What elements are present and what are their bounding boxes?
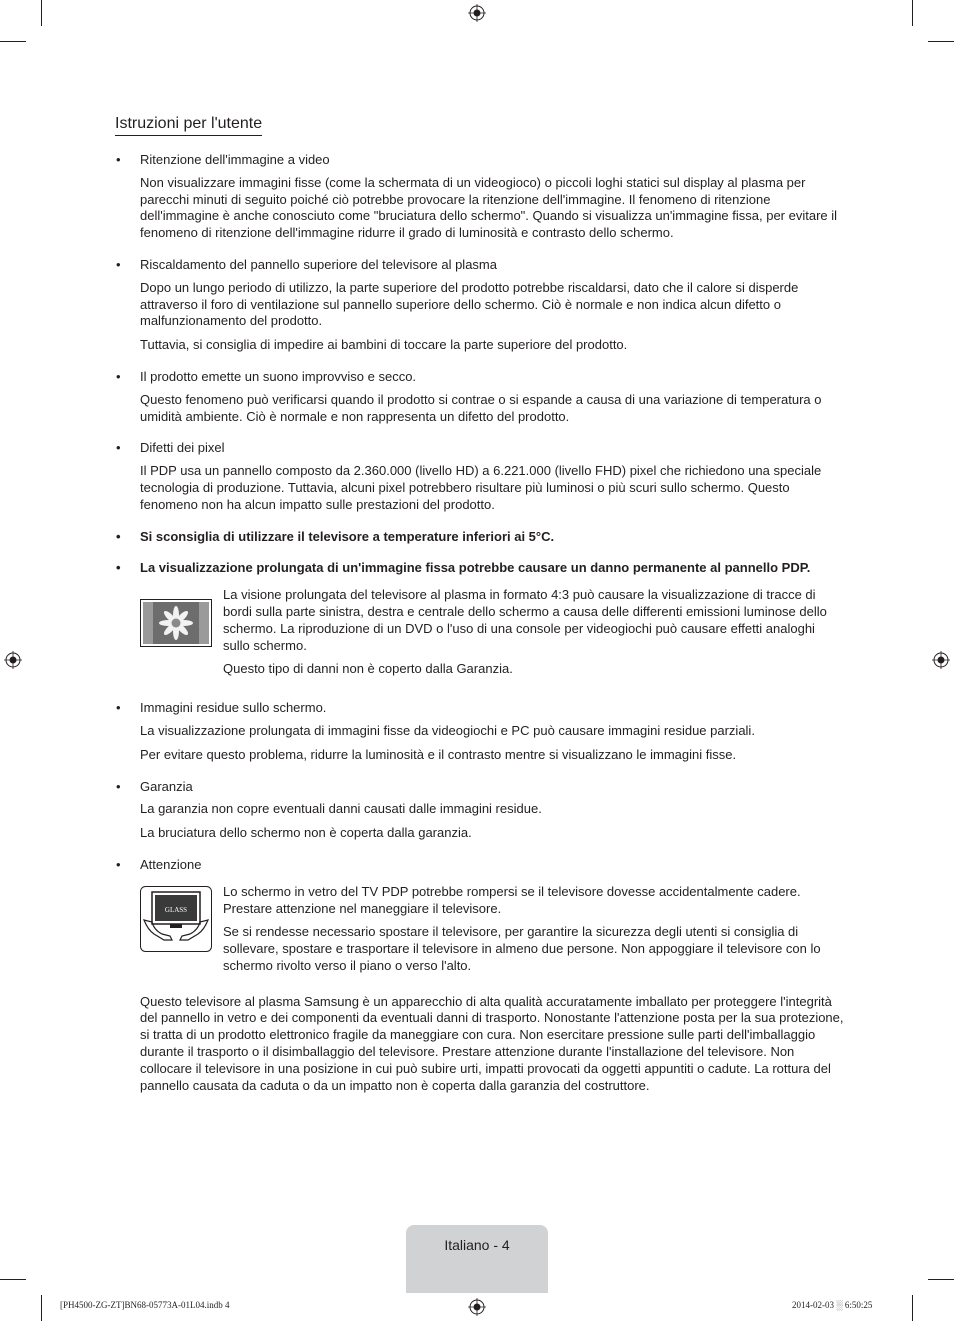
bullet-heading (115, 440, 845, 457)
closing-paragraph: Questo televisore al plasma Samsung è un apparecchio di alta qualità accuratamente imballato per proteggere l'integrità del pannello in vetro e dei componenti da eventuali danni di trasporto. Nonostante l'attenzione posta per la sua protezione, si tratta di un prodotto elettronico fragile da maneggiare con cura. Non esercitare pressione sulle parti dell'imballaggio durante il trasporto o il disimballaggio del televisore. Prestare attenzione durante l'installazione del televisore. Non collocare il televisore in una posizione in cui può subire urti, impatti provocati da oggetti appuntiti o cadute. La rottura del pannello causata da caduta o da un impatto non è coperta dalla garanzia del costruttore. (140, 993, 844, 1093)
bullet-heading (115, 779, 845, 796)
main-content (115, 152, 845, 1109)
section-paragraph: Tuttavia, si consiglia di impedire ai bambini di toccare la parte superiore del prodotto. (140, 337, 628, 353)
crop-mark-bottom-left-h (0, 1279, 26, 1280)
bullet-dot: • (116, 778, 121, 794)
figure-paragraph: La visione prolungata del televisore al plasma in formato 4:3 può causare la visualizzazione di tracce di bordi sulla parte sinistra, destra e centrale dello schermo a causa delle differenti emissioni luminose dello schermo. La riproduzione di un DVD o l'uso di una console per videogiochi può causare effetti analoghi sullo schermo. (223, 587, 827, 653)
figure-paragraph: Se si rendesse necessario spostare il televisore, per garantire la sicurezza degli utenti si consiglia di sollevare, spostare e trasportare il televisore in almeno due persone. Non appoggiare il televisore con lo schermo rivolto verso il piano o verso l'alto. (223, 924, 821, 973)
registration-mark-icon (932, 651, 950, 669)
bold-notice: Si sconsiglia di utilizzare il televisore a temperature inferiori ai 5°C. (140, 528, 555, 544)
bullet-heading (115, 700, 845, 717)
glass-tv-hands-icon (140, 886, 212, 952)
glass-text (223, 884, 845, 982)
figure-paragraph: Lo schermo in vetro del TV PDP potrebbe rompersi se il televisore dovesse accidentalmente cadere. Prestare attenzione nel maneggiare il televisore. (223, 883, 801, 916)
burn-in-text (223, 587, 845, 685)
section-panel-heating (115, 257, 845, 354)
crop-mark-bottom-right-v (912, 1295, 913, 1321)
crop-mark-top-right-v (912, 0, 913, 26)
section-paragraph: Il PDP usa un pannello composto da 2.360.000 (livello HD) a 6.221.000 (livello FHD) pixel che richiedono una speciale tecnologia di produzione. Tuttavia, alcuni pixel potrebbero risultare più luminosi o più scuri sullo schermo. Questo fenomeno non ha alcun impatto sulle prestazioni del prodotto. (140, 463, 822, 512)
tv-flower-image (140, 599, 212, 647)
bullet-heading (115, 529, 845, 546)
registration-mark-icon (468, 4, 486, 22)
date-slug: 2014-02-03 ░ 6:50:25 (792, 1300, 873, 1310)
registration-mark-icon (468, 1298, 486, 1316)
section-paragraph: Non visualizzare immagini fisse (come la schermata di un videogioco) o piccoli loghi statici sul display al plasma per parecchi minuti di seguito poiché ciò potrebbe provocare la ritenzione dell'immagine. Il fenomeno di ritenzione dell'immagine è anche conosciuto come "bruciatura dello schermo". Quando si visualizza un'immagine fissa, per evitare il fenomeno di ritenzione dell'immagine ridurre il grado di luminosità e contrasto dello schermo. (140, 174, 838, 241)
page-title: Istruzioni per l'utente (115, 114, 262, 136)
registration-mark-icon (4, 651, 22, 669)
bullet-heading (115, 560, 845, 577)
bullet-dot: • (116, 440, 121, 456)
section-permanent-damage (115, 560, 845, 685)
section-heading: Il prodotto emette un suono improvviso e secco. (140, 368, 417, 384)
crop-mark-top-right-h (928, 41, 954, 42)
burn-in-figure-row (140, 587, 845, 685)
bullet-heading (115, 857, 845, 874)
crop-mark-bottom-right-h (928, 1279, 954, 1280)
bold-notice: La visualizzazione prolungata di un'immagine fissa potrebbe causare un danno permanente al pannello PDP. (140, 560, 811, 576)
section-paragraph: La bruciatura dello schermo non è coperta dalla garanzia. (140, 825, 472, 841)
section-heading: Ritenzione dell'immagine a video (140, 152, 330, 167)
bullet-dot: • (116, 368, 121, 384)
page-number-label: Italiano - 4 (444, 1237, 510, 1253)
crop-mark-top-left-h (0, 41, 26, 42)
crop-mark-bottom-left-v (41, 1295, 42, 1321)
section-residual-images (115, 700, 845, 763)
bullet-dot: • (116, 256, 121, 272)
section-paragraph: La garanzia non copre eventuali danni causati dalle immagini residue. (140, 801, 542, 817)
section-attention (115, 857, 845, 1095)
section-heading: Immagini residue sullo schermo. (140, 700, 327, 716)
section-temperature-notice (115, 529, 845, 546)
section-heading: Riscaldamento del pannello superiore del televisore al plasma (140, 256, 497, 272)
glass-figure (140, 884, 212, 982)
section-sudden-sound (115, 369, 845, 425)
section-image-retention (115, 152, 845, 242)
bullet-dot: • (116, 152, 121, 167)
bullet-dot: • (116, 856, 121, 872)
section-heading: Difetti dei pixel (140, 440, 225, 456)
section-pixel-defects (115, 440, 845, 513)
bullet-heading (115, 369, 845, 386)
crop-mark-top-left-v (41, 0, 42, 26)
bullet-dot: • (116, 700, 121, 716)
burn-in-figure (140, 587, 212, 685)
section-paragraph: Questo fenomeno può verificarsi quando il prodotto si contrae o si espande a causa di una variazione di temperatura o umidità ambiente. Ciò è normale e non rappresenta un difetto del prodotto. (140, 391, 822, 424)
page-number-tab (406, 1225, 548, 1293)
glass-label: GLASS (164, 905, 188, 914)
section-paragraph: Dopo un lungo periodo di utilizzo, la parte superiore del prodotto potrebbe riscaldarsi, dato che il calore si disperde attraverso il foro di ventilazione sul pannello superiore dello schermo. Ciò è normale e non indica alcun difetto o malfunzionamento del prodotto. (140, 279, 799, 329)
section-heading: Garanzia (140, 778, 193, 794)
section-paragraph: Per evitare questo problema, ridurre la luminosità e il contrasto mentre si visualizzano le immagini fisse. (140, 746, 737, 762)
bullet-heading (115, 257, 845, 274)
file-slug: [PH4500-ZG-ZT]BN68-05773A-01L04.indb 4 (60, 1300, 230, 1310)
section-heading: Attenzione (140, 856, 202, 872)
figure-paragraph: Questo tipo di danni non è coperto dalla Garanzia. (223, 661, 513, 677)
section-paragraph: La visualizzazione prolungata di immagini fisse da videogiochi e PC può causare immagini residue parziali. (140, 722, 755, 738)
bullet-dot: • (116, 560, 121, 576)
glass-figure-row (140, 884, 845, 982)
bullet-dot: • (116, 528, 121, 544)
section-warranty (115, 779, 845, 842)
bullet-heading (115, 152, 845, 169)
